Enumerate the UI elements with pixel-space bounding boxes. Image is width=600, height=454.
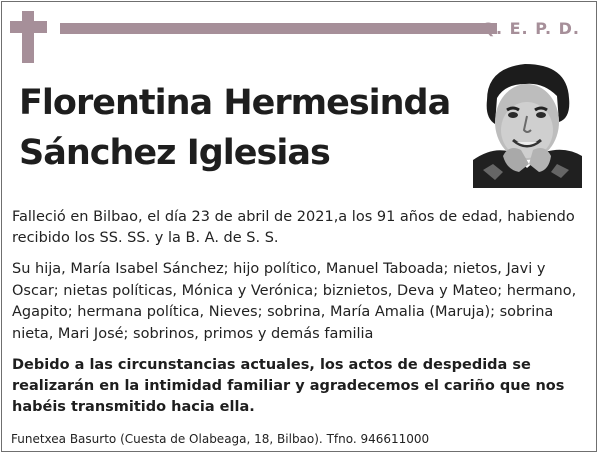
deceased-name xyxy=(19,78,469,178)
funeral-home-info: Funetxea Basurto (Cuesta de Olabeaga, 18, Bilbao). Tfno. 946611000 xyxy=(11,432,430,446)
name-line-2: Sánchez Iglesias xyxy=(19,133,330,173)
family-text: Su hija, María Isabel Sánchez; hijo político, Manuel Taboada; nietos, Javi y Oscar; nietas políticas, Mónica y Verónica; biznietos, Deva y Mateo; hermano, Agapito; hermana política, Nieves; sobrina, María Amalia (Maruja); sobrina nieta, Mari José; sobrinos, primos y demás familia xyxy=(12,261,577,342)
notice-text: Debido a las circunstancias actuales, los actos de despedida se realizarán en la intimidad familiar y agradecemos el cariño que nos habéis transmitido hacia ella. xyxy=(12,357,565,415)
name-line-1: Florentina Hermesinda xyxy=(19,83,451,123)
portrait-photo xyxy=(473,60,582,188)
header-rule xyxy=(60,23,497,34)
qepd-label: Q. E. P. D. xyxy=(481,19,580,38)
announcement-text: Falleció en Bilbao, el día 23 de abril de 2021,a los 91 años de edad, habiendo recibido los SS. SS. y la B. A. de S. S. xyxy=(12,209,575,246)
